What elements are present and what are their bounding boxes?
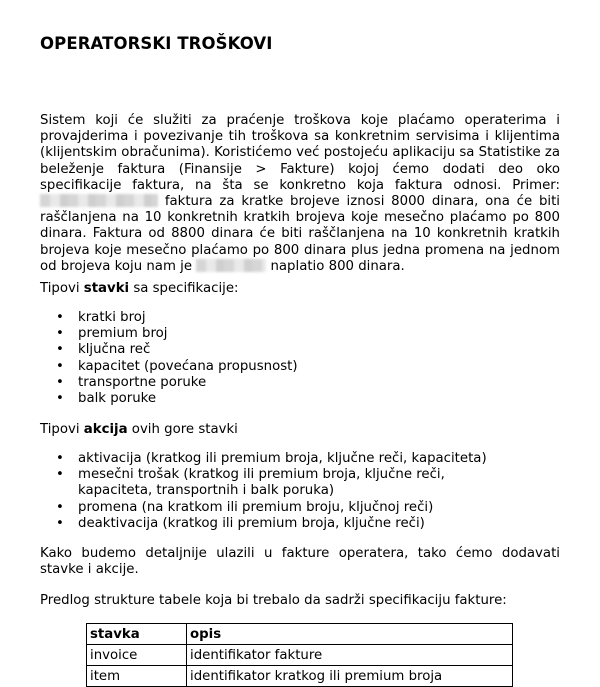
intro-text-part2: faktura za kratke brojeve iznosi 8000 dinara, ona će biti raščlanjena na 10 konkretnih kratkih brojeva koje mesečno plaćamo po 800 dinara. Faktura od 8800 dinara će biti raščlanjena na 10 konkretnih kratkih brojeva koje mesečno plaćamo po 800 dinara plus jedna promena na jednom od brojeva koju nam je xyxy=(40,194,561,274)
redacted-operator-name-2 xyxy=(196,259,266,272)
intro-text-part1: Sistem koji će služiti za praćenje troškova koje plaćamo operaterima i provajderima i povezivanje tih troškova sa konkretnim servisima i klijentima (klijentskim obračunima). Koristićemo već postojeću aplikaciju sa Statistike za beleženje faktura (Finansije > Fakture) kojoj ćemo dodati deo oko specifikacije faktura, na šta se konkretno koja faktura odnosi. Primer: xyxy=(40,113,560,193)
table-row xyxy=(87,666,513,687)
list-item: • aktivacija (kratkog ili premium broja, ključne reči, kapaciteta) xyxy=(40,451,520,467)
list-item: • kapacitet (povećana propusnost) xyxy=(40,359,560,375)
stavke-bold: stavki xyxy=(83,281,130,296)
table-row xyxy=(87,645,513,666)
list-item: • mesečni trošak (kratkog ili premium broja, ključne reči, kapaciteta, transportnih i balk poruka) xyxy=(40,467,520,499)
specification-table xyxy=(86,623,513,687)
table-header-cell: stavka xyxy=(87,624,187,645)
list-item: • deaktivacija (kratkog ili premium broja, ključne reči) xyxy=(40,516,520,532)
list-item: • kratki broj xyxy=(40,310,560,326)
table-cell: identifikator kratkog ili premium broja xyxy=(187,666,513,687)
redacted-operator-name xyxy=(40,194,158,207)
akcije-bold: akcija xyxy=(83,422,128,437)
closing-paragraph: Kako budemo detaljnije ulazili u fakture operatera, tako ćemo dodavati stavke i akcije. xyxy=(40,546,560,578)
stavke-heading: Tipovi stavki sa specifikacije: xyxy=(40,281,239,296)
akcije-list xyxy=(40,451,520,532)
table-cell: invoice xyxy=(87,645,187,666)
list-item: • balk poruke xyxy=(40,391,560,407)
intro-paragraph xyxy=(40,113,560,275)
stavke-list xyxy=(40,310,560,407)
list-item: • premium broj xyxy=(40,326,560,342)
table-header-cell: opis xyxy=(187,624,513,645)
table-cell: identifikator fakture xyxy=(187,645,513,666)
list-item: • promena (na kratkom ili premium broju, ključnoj reči) xyxy=(40,500,520,516)
list-item: • transportne poruke xyxy=(40,375,560,391)
document-title: OPERATORSKI TROŠKOVI xyxy=(40,34,273,53)
akcije-heading: Tipovi akcija ovih gore stavki xyxy=(40,422,238,437)
table-cell: item xyxy=(87,666,187,687)
table-header-row xyxy=(87,624,513,645)
table-intro: Predlog strukture tabele koja bi trebalo da sadrži specifikaciju fakture: xyxy=(40,593,507,608)
list-item: • ključna reč xyxy=(40,342,560,358)
intro-text-part3: naplatio 800 dinara. xyxy=(270,258,405,274)
